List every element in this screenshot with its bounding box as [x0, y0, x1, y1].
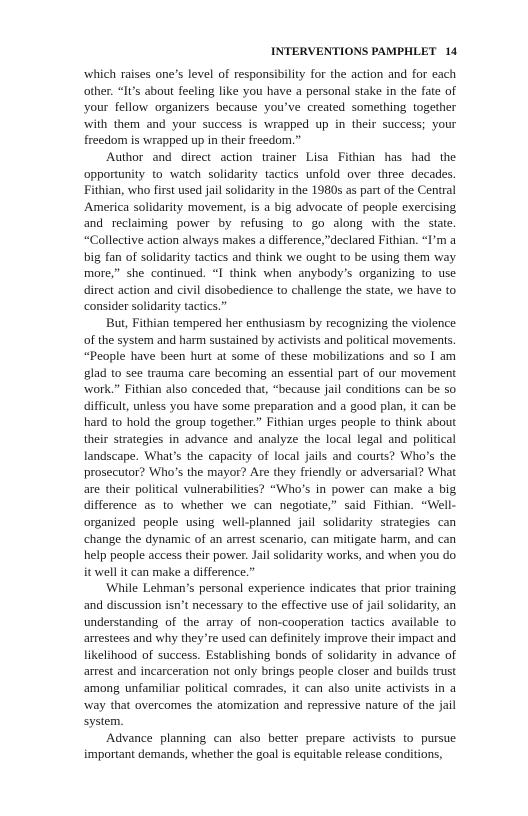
body-text: [84, 66, 456, 763]
page-number: 14: [445, 46, 457, 58]
paragraph-continued: which raises one’s level of responsibility for the action and for each other. “It’s about feeling like you have a personal stake in the fate of your fellow organizers because you’ve created something together with them and your success is wrapped up in their success; your freedom is wrapped up in their freedom.”: [84, 66, 456, 148]
paragraph: But, Fithian tempered her enthusiasm by recognizing the violence of the system and harm sustained by activists and political movements. “People have been hurt at some of these mobilizations and so I am glad to see trauma care becoming an essential part of our movement work.” Fithian also conceded that, “because jail conditions can be so difficult, unless you have some preparation and a good plan, it can be hard to hold the group together.” Fithian urges people to think about their strategies in advance and analyze the local legal and political landscape. What’s the capacity of local jails and courts? Who’s the prosecutor? Who’s the mayor? Are they friendly or adversarial? What are their political vulnerabilities? “Who’s in power can make a big difference as to whether we can negotiate,” said Fithian. “Well-organized people using well-planned jail solidarity strategies can change the dynamic of an arrest scenario, can mitigate harm, and can help people access their power. Jail solidarity works, and when you do it well it can make a difference.”: [84, 314, 457, 579]
paragraph: While Lehman’s personal experience indicates that prior training and discussion isn’t necessary to the effective use of jail solidarity, an understanding of the array of non-cooperation tactics available to arrestees and why they’re used can definitely improve their impact and likelihood of success. Establishing bonds of solidarity in advance of arrest and incarceration not only brings people closer and builds trust among unfamiliar political comrades, it can also unite activists in a way that overcomes the atomization and repressive nature of the jail system.: [84, 580, 456, 729]
paragraph: Author and direct action trainer Lisa Fithian has had the opportunity to watch solidarity tactics unfold over three decades. Fithian, who first used jail solidarity in the 1980s as part of the Central America solidarity movement, is a big advocate of people exercising and reclaiming power by refusing to go along with the state. “Collective action always makes a difference,”declared Fithian. “I’m a big fan of solidarity tactics and think we ought to be using them way more,” she continued. “I think when anybody’s organizing to use direct action and civil disobedience to challenge the state, we have to consider solidarity tactics.”: [84, 148, 456, 314]
running-head-title: INTERVENTIONS PAMPHLET: [271, 46, 437, 58]
running-head: [271, 46, 457, 58]
paragraph: Advance planning can also better prepare activists to pursue important demands, whether the goal is equitable release conditions,: [84, 729, 456, 762]
